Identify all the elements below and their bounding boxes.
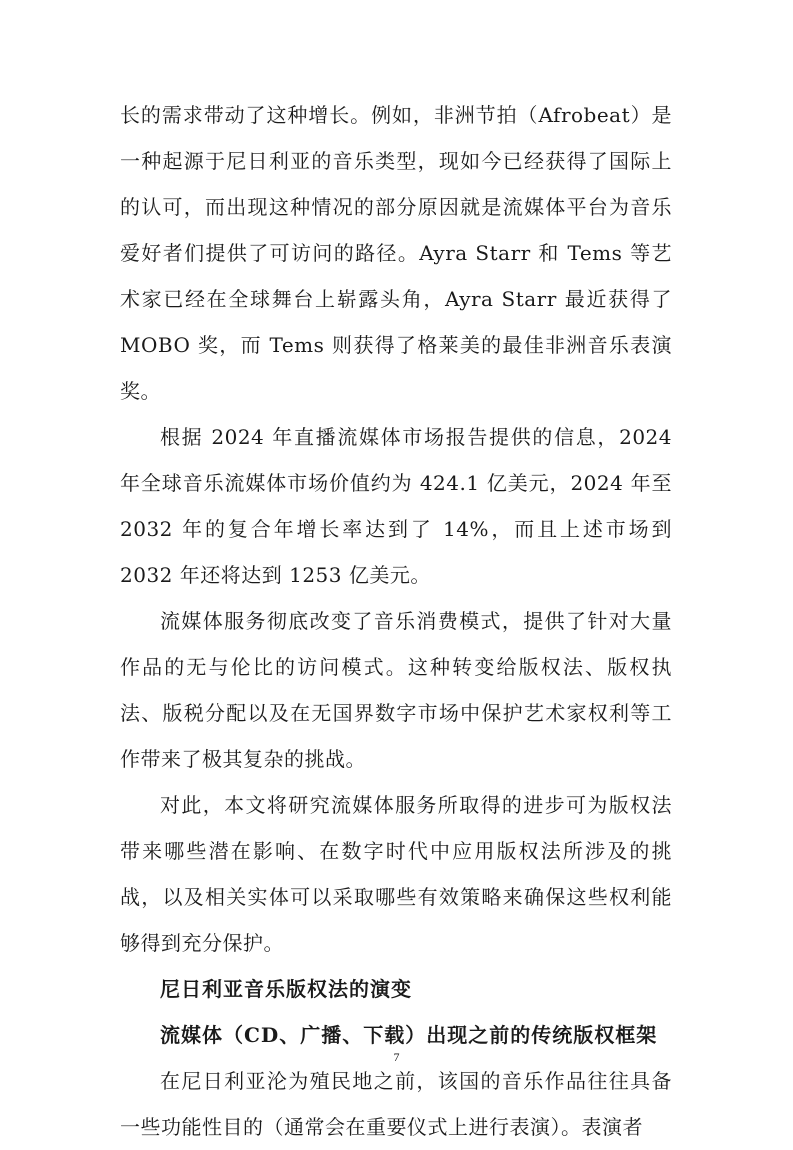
- paragraph-study-scope: 对此，本文将研究流媒体服务所取得的进步可为版权法带来哪些潜在影响、在数字时代中应用版权法所涉及的挑战，以及相关实体可以采取哪些有效策略来确保这些权利能够得到充分保护。: [120, 793, 672, 955]
- paragraph-continuation: 长的需求带动了这种增长。例如，非洲节拍（Afrobeat）是一种起源于尼日利亚的音乐类型，现如今已经获得了国际上的认可，而出现这种情况的部分原因就是流媒体平台为音乐爱好者们提供了可访问的路径。Ayra Starr 和 Tems 等艺术家已经在全球舞台上崭露头角，Ayra Starr 最近获得了 MOBO 奖，而 Tems 则获得了格莱美的最佳非洲音乐表演奖。: [120, 103, 672, 403]
- paragraph-market-data: 根据 2024 年直播流媒体市场报告提供的信息，2024 年全球音乐流媒体市场价值约为 424.1 亿美元，2024 年至 2032 年的复合年增长率达到了 14%，而且上述市场到 2032 年还将达到 1253 亿美元。: [120, 425, 672, 587]
- section-heading: 尼日利亚音乐版权法的演变: [160, 977, 412, 1001]
- paragraph-streaming-impact: 流媒体服务彻底改变了音乐消费模式，提供了针对大量作品的无与伦比的访问模式。这种转变给版权法、版权执法、版税分配以及在无国界数字市场中保护艺术家权利等工作带来了极其复杂的挑战。: [120, 609, 672, 771]
- document-body: [120, 92, 672, 1150]
- paragraph-precolonial: 在尼日利亚沦为殖民地之前，该国的音乐作品往往具备一些功能性目的（通常会在重要仪式上进行表演）。表演者: [120, 1069, 672, 1139]
- subsection-heading: 流媒体（CD、广播、下载）出现之前的传统版权框架: [160, 1023, 658, 1047]
- page-number: 7: [393, 1050, 400, 1064]
